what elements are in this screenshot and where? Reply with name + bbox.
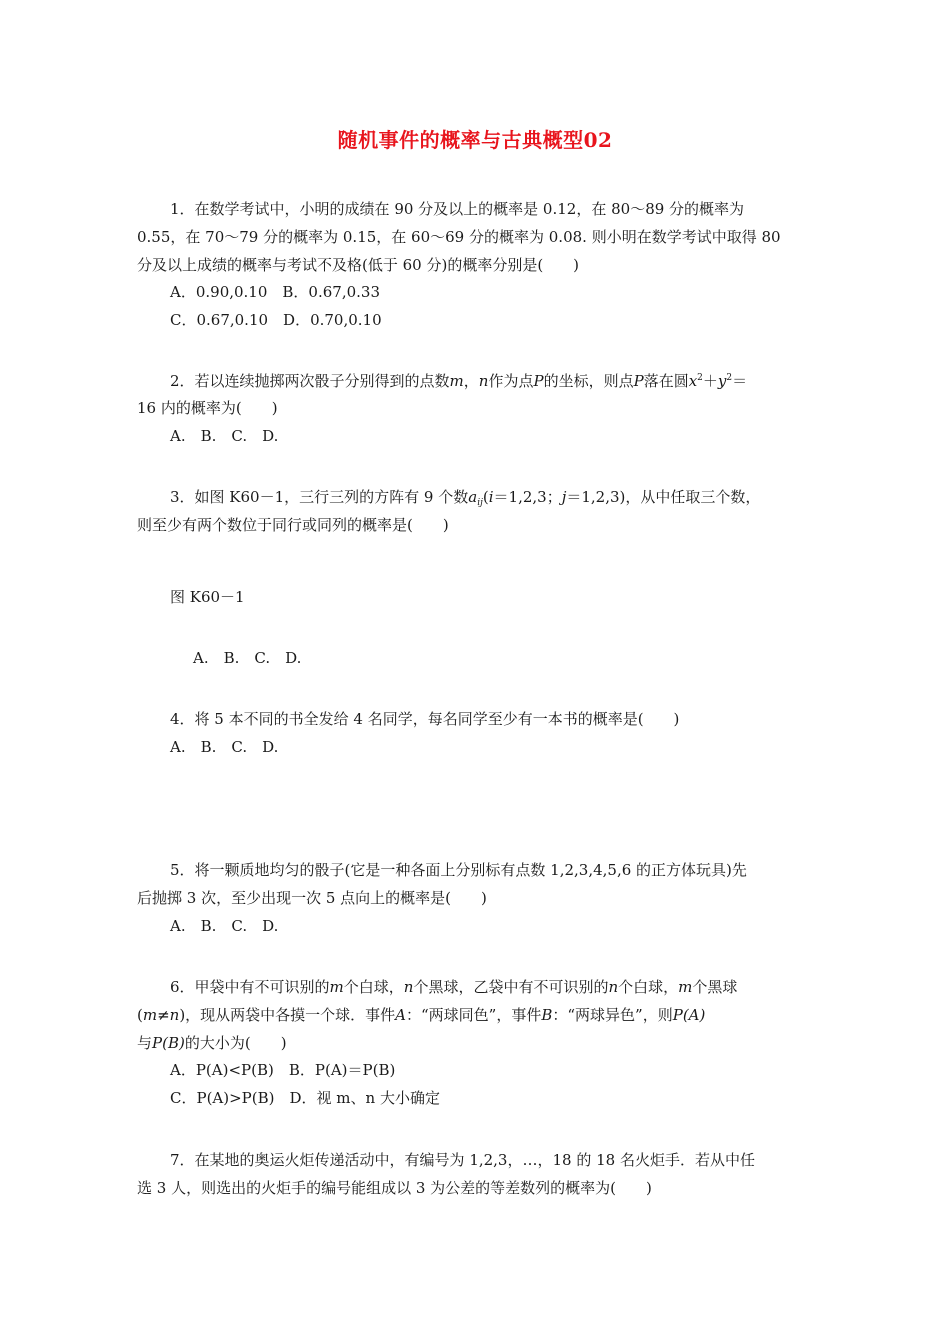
q2-var-x: x [688, 372, 698, 390]
q6-pa: P(A) [672, 1006, 706, 1024]
q6-text: 个白球， [618, 978, 679, 996]
q6-var-n: n [403, 978, 414, 996]
q3-var-a: a [468, 488, 478, 506]
q6-text: 个白球， [343, 978, 404, 996]
q3-text: ＝1,2,3； [493, 488, 562, 506]
q2-plus: ＋ [702, 372, 718, 390]
page-title: 随机事件的概率与古典概型02 [337, 128, 613, 152]
q7-line-2: 选 3 人，则选出的火炬手的编号能组成以 3 为公差的等差数列的概率为( ) [137, 1179, 652, 1197]
q2-exponent: 2 [697, 373, 703, 383]
q3-text: 3．如图 K60－1，三行三列的方阵有 9 个数 [170, 488, 469, 506]
q3-text: ＝1,2,3)，从中任取三个数， [566, 488, 761, 506]
q2-var-y: y [717, 372, 727, 390]
q3-line-1 [170, 487, 760, 507]
q2-var-p: P [633, 372, 644, 390]
q2-var-n: n [478, 372, 489, 390]
q3-var-i: i [488, 488, 494, 506]
q6-pb: P(B) [152, 1034, 185, 1052]
q6-line-1 [170, 977, 737, 997]
q1-options-ab: A．0.90,0.10 B．0.67,0.33 [170, 283, 380, 301]
q3-var-j: j [561, 488, 567, 506]
q6-var-m: m [678, 978, 693, 996]
q2-text: 作为点 [488, 372, 534, 390]
q6-condition: m≠n [142, 1006, 180, 1024]
q6-var-n: n [608, 978, 619, 996]
q3-line-2: 则至少有两个数位于同行或同列的概率是( ) [137, 516, 449, 534]
q2-text: 落在圆 [643, 372, 689, 390]
q5-line-2: 后抛掷 3 次，至少出现一次 5 点向上的概率是( ) [137, 889, 487, 907]
q6-text: ：“两球异色”，则 [552, 1006, 673, 1024]
q6-options-ab: A．P(A)<P(B) B．P(A)＝P(B) [170, 1061, 396, 1079]
q3-figure-caption: 图 K60－1 [170, 588, 245, 606]
q6-text: 个黑球 [692, 978, 738, 996]
q5-line-1: 5．将一颗质地均匀的骰子(它是一种各面上分别标有点数 1,2,3,4,5,6 的正方体玩具)先 [170, 861, 747, 879]
q6-text: 与 [137, 1034, 153, 1052]
q1-options-cd: C．0.67,0.10 D．0.70,0.10 [170, 311, 382, 329]
q2-exponent: 2 [726, 373, 733, 383]
q2-line-2: 16 内的概率为( ) [137, 399, 278, 417]
q5-options: A. B. C. D. [170, 917, 279, 935]
q3-options: A. B. C. D. [193, 649, 302, 667]
q6-line-2 [137, 1005, 705, 1025]
q6-event-a: A [395, 1006, 407, 1024]
q7-line-1: 7．在某地的奥运火炬传递活动中，有编号为 1,2,3，…，18 的 18 名火炬手．若从中任 [170, 1151, 755, 1169]
q6-text: ：“两球同色”，事件 [406, 1006, 542, 1024]
q2-var-p: P [533, 372, 544, 390]
q2-var-m: m [449, 372, 464, 390]
q2-text: 的坐标，则点 [543, 372, 634, 390]
q2-text: ， [463, 372, 479, 390]
q6-text: )，现从两袋中各摸一个球．事件 [179, 1006, 396, 1024]
q4-options: A. B. C. D. [170, 738, 279, 756]
q6-event-b: B [541, 1006, 553, 1024]
q6-text: ( [137, 1006, 143, 1024]
q6-text: 个黑球，乙袋中有不可识别的 [413, 978, 609, 996]
q1-line-1: 1．在数学考试中，小明的成绩在 90 分及以上的概率是 0.12，在 80～89 分的概率为 [170, 200, 745, 218]
q2-equals: ＝ [732, 372, 748, 390]
q6-line-3 [137, 1033, 287, 1053]
q6-text: 的大小为( ) [184, 1034, 287, 1052]
q6-text: 6．甲袋中有不可识别的 [170, 978, 330, 996]
q1-line-2: 0.55，在 70～79 分的概率为 0.15，在 60～69 分的概率为 0.08. 则小明在数学考试中取得 80 [137, 228, 781, 246]
q3-text: ( [482, 488, 489, 506]
q2-options: A. B. C. D. [170, 427, 279, 445]
q4-line-1: 4．将 5 本不同的书全发给 4 名同学，每名同学至少有一本书的概率是( ) [170, 710, 680, 728]
q2-text: 2．若以连续抛掷两次骰子分别得到的点数 [170, 372, 450, 390]
q6-options-cd: C．P(A)>P(B) D．视 m、n 大小确定 [170, 1089, 440, 1107]
q1-line-3: 分及以上成绩的概率与考试不及格(低于 60 分)的概率分别是( ) [137, 256, 580, 274]
q6-var-m: m [329, 978, 344, 996]
q2-line-1 [170, 371, 747, 391]
q3-subscript: ij [477, 498, 483, 508]
